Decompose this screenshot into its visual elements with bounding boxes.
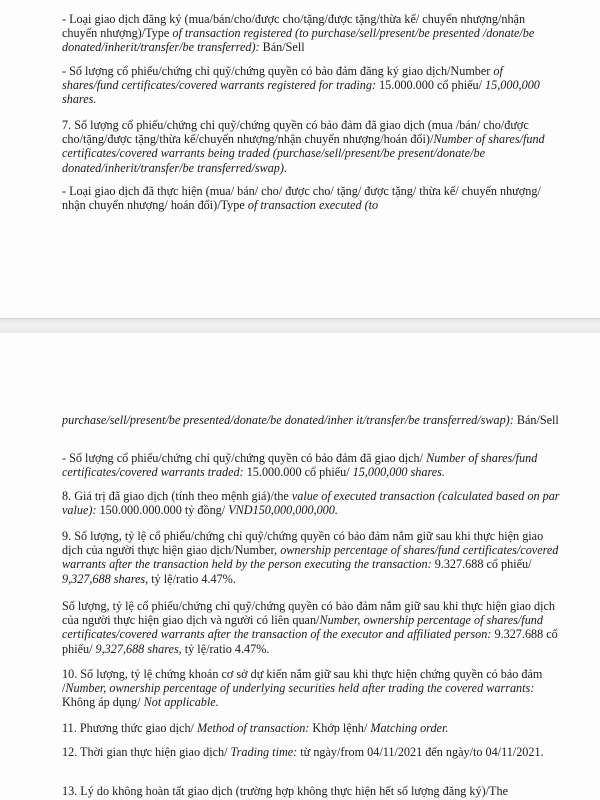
text-en: of transaction executed (to (247, 198, 379, 213)
transaction-value (62, 489, 562, 517)
value-en: VND150,000,000,000. (228, 503, 338, 518)
value-en: Not applicable. (143, 695, 219, 710)
text-vi: - Loại giao dịch đăng ký (mua/bán/cho/được cho/tặng/được tặng/thừa kế/ chuyển nhượng/nhận chuyển nhượng)/Type (62, 12, 526, 41)
text-en: of transaction registered (to purchase/sell/present/be presented /donate/be donated/inherit/transfer/be transferred): (62, 26, 535, 55)
document-page-2 (0, 333, 600, 800)
text-en: Trading time: (230, 745, 298, 759)
shares-traded-heading (62, 118, 562, 175)
trading-time (62, 745, 562, 759)
text-vi: 11. Phương thức giao dịch/ (62, 721, 197, 735)
value-en: 15,000,000 shares. (352, 465, 445, 480)
text-vi: - Loại giao dịch đã thực hiện (mua/ bán/ cho/ được cho/ tặng/ được tặng/ thừa kế/ chuyển nhượng/ nhận chuyển nhượng/ hoán đổi)/Type (62, 184, 541, 213)
underlying-securities (62, 667, 562, 710)
text-vi: 7. Số lượng cổ phiếu/chứng chỉ quỹ/chứng quyền có bảo đảm đã giao dịch (mua /bán/ cho/được cho/tặng/được tặng/thừa kế/chuyển nhượng/nhận chuyển nhượng/hoán đổi)/ (62, 118, 529, 147)
value-text: Không áp dụng/ (62, 695, 144, 710)
value-en: 9,327,688 shares, (95, 641, 182, 656)
text-vi: 10. Số lượng, tỷ lệ chứng khoán cơ sở dự kiến nắm giữ sau khi thực hiện chứng quyền có bảo đảm / (62, 667, 543, 696)
text-vi: 12. Thời gian thực hiện giao dịch/ (62, 745, 231, 759)
value-text: 9.327.688 cổ phiếu/ (431, 557, 532, 572)
text-vi: - Số lượng cổ phiếu/chứng chỉ quỹ/chứng quyền có bảo đảm đã giao dịch/ (62, 451, 427, 465)
page-separator (0, 318, 600, 334)
text-en: Method of transaction: (196, 721, 310, 735)
text-vi: 9. Số lượng, tỷ lệ cổ phiếu/chứng chỉ quỹ/chứng quyền có bảo đảm nắm giữ sau khi thực hiện giao dịch của người thực hiện giao dịch/Number, (62, 529, 544, 558)
holdings-after-transaction (62, 529, 562, 586)
value-text: Bán/Sell (259, 40, 305, 55)
value-en: Matching order. (370, 721, 449, 735)
shares-registered (62, 64, 562, 107)
value-text: 15.000.000 cổ phiếu/ (376, 78, 486, 93)
ratio-text: tỷ lệ/ratio 4.47%. (181, 641, 270, 656)
text-vi: Số lượng, tỷ lệ cổ phiếu/chứng chỉ quỹ/chứng quyền có bảo đảm nắm giữ sau khi thực hiện giao dịch của người thực hiện giao dịch và người có liên quan/ (62, 599, 556, 628)
value-en: 15,000,000 shares. (62, 78, 540, 107)
transaction-type-executed (62, 184, 562, 212)
text-en: Number of shares/fund certificates/covered warrants traded: (62, 451, 538, 480)
incomplete-reason (62, 784, 562, 798)
text-en: purchase/sell/present/be presented/donate/be donated/inher it/transfer/be transferred/swap): (62, 413, 514, 427)
transaction-type-registered (62, 12, 562, 55)
text-vi: 13. Lý do không hoàn tất giao dịch (trường hợp không thực hiện hết số lượng đăng ký)/The (62, 784, 509, 798)
document-page-1 (0, 0, 600, 318)
holdings-with-affiliates (62, 599, 562, 656)
text-en: Number, ownership percentage of underlying securities held after trading the covered warrants: (65, 681, 535, 696)
text-en: ownership percentage of shares/fund certificates/covered warrants after the transaction held by the person executing the transaction: (62, 543, 559, 572)
transaction-method (62, 721, 562, 735)
text-en: Number, ownership percentage of shares/fund certificates/covered warrants after the transaction of the executor and affiliated person: (62, 613, 543, 642)
value-text: Bán/Sell (513, 413, 559, 427)
transaction-type-executed-cont (62, 413, 562, 427)
text-en: value of executed transaction (calculated based on par value): (62, 489, 560, 518)
shares-traded (62, 451, 562, 479)
value-text: 15.000.000 cổ phiếu/ (243, 465, 353, 480)
text-vi: - Số lượng cổ phiếu/chứng chỉ quỹ/chứng quyền có bảo đảm đăng ký giao dịch/Number (62, 64, 494, 78)
value-text: 150.000.000.000 tỷ đồng/ (96, 503, 229, 518)
value-en: 9,327,688 shares, (62, 571, 149, 586)
value-text: Khớp lệnh/ (309, 721, 371, 735)
value-text: từ ngày/from 04/11/2021 đến ngày/to 04/11/2021. (297, 745, 544, 759)
text-en: of shares/fund certificates/covered warrants registered for trading: (62, 64, 503, 93)
text-en: Number of shares/fund certificates/covered warrants being traded (purchase/sell/present/be present/donate/be donated/inherit/transfer/be transferred/swap). (62, 132, 545, 175)
ratio-text: tỷ lệ/ratio 4.47%. (148, 571, 236, 586)
text-vi: 8. Giá trị đã giao dịch (tính theo mệnh giá)/the (62, 489, 292, 503)
value-text: 9.327.688 cổ phiếu/ (62, 627, 558, 656)
